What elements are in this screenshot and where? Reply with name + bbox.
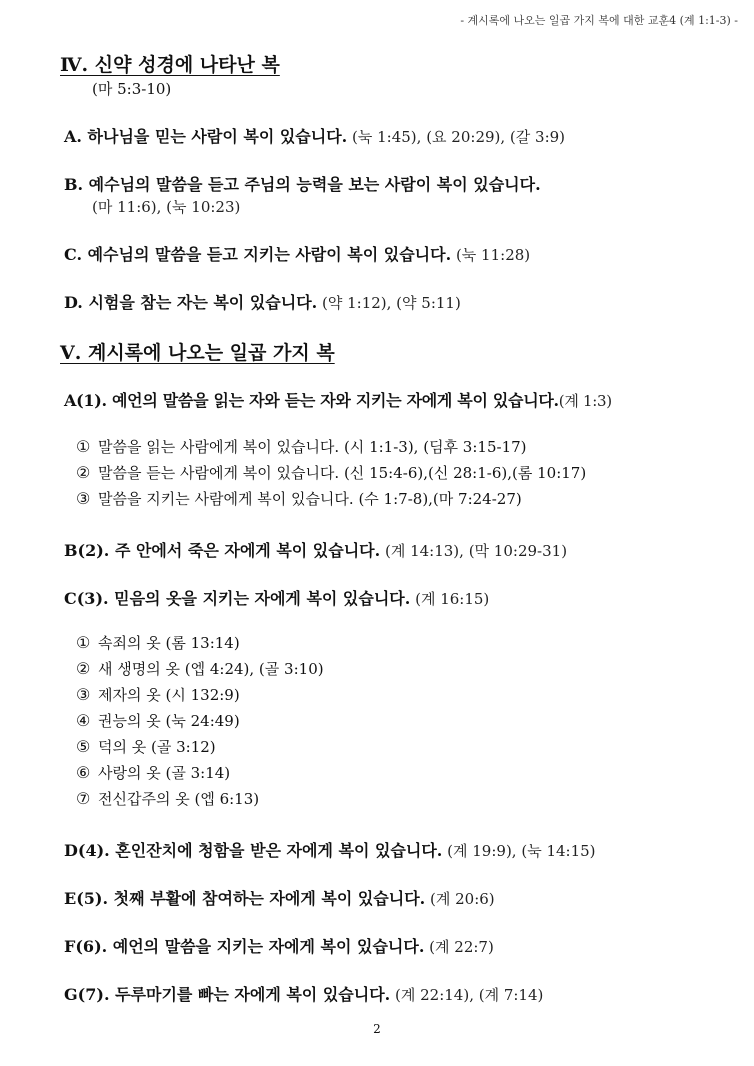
item-label: D. 시험을 참는 자는 복이 있습니다.	[64, 293, 318, 312]
sub-item-text: 속죄의 옷 (롬 13:14)	[98, 634, 240, 652]
circled-number: ②	[76, 659, 91, 678]
section-5-item-e	[64, 886, 495, 909]
sub-item-c3	[76, 684, 240, 705]
circled-number: ②	[76, 463, 91, 482]
item-ref: (계 22:7)	[424, 938, 494, 956]
section-5-item-f	[64, 934, 494, 957]
sub-item-c6	[76, 762, 230, 783]
circled-number: ③	[76, 489, 91, 508]
sub-item-c4	[76, 710, 240, 731]
circled-number: ⑦	[76, 789, 91, 808]
sub-item-c7	[76, 788, 259, 809]
section-5-title: Ⅴ. 계시록에 나오는 일곱 가지 복	[60, 342, 335, 364]
item-ref: (계 22:14), (계 7:14)	[390, 986, 544, 1004]
sub-item-text: 말씀을 읽는 사람에게 복이 있습니다. (시 1:1-3), (딤후 3:15-17)	[98, 438, 527, 456]
sub-item-text: 제자의 옷 (시 132:9)	[98, 686, 240, 704]
section-5-item-a	[64, 388, 612, 411]
item-label: A(1). 예언의 말씀을 읽는 자와 듣는 자와 지키는 자에게 복이 있습니다.	[64, 391, 559, 410]
circled-number: ⑥	[76, 763, 91, 782]
sub-item-a3	[76, 488, 522, 509]
section-4-title: Ⅳ. 신약 성경에 나타난 복	[60, 54, 280, 76]
item-ref: (계 16:15)	[410, 590, 490, 608]
sub-item-text: 새 생명의 옷 (엡 4:24), (골 3:10)	[98, 660, 324, 678]
section-5-item-d	[64, 838, 596, 861]
section-5-item-b	[64, 538, 567, 561]
sub-item-text: 권능의 옷 (눅 24:49)	[98, 712, 240, 730]
item-label: D(4). 혼인잔치에 청함을 받은 자에게 복이 있습니다.	[64, 841, 443, 860]
circled-number: ①	[76, 437, 91, 456]
section-5-item-g	[64, 982, 543, 1005]
section-4-item-b-ref	[92, 196, 240, 217]
sub-item-text: 덕의 옷 (골 3:12)	[98, 738, 216, 756]
item-label: B(2). 주 안에서 죽은 자에게 복이 있습니다.	[64, 541, 381, 560]
sub-item-c5	[76, 736, 216, 757]
item-ref: (마 11:6), (눅 10:23)	[92, 198, 241, 216]
item-label: E(5). 첫째 부활에 참여하는 자에게 복이 있습니다.	[64, 889, 426, 908]
sub-item-a2	[76, 462, 586, 483]
item-label: G(7). 두루마기를 빠는 자에게 복이 있습니다.	[64, 985, 391, 1004]
circled-number: ③	[76, 685, 91, 704]
item-label: A. 하나님을 믿는 사람이 복이 있습니다.	[64, 127, 348, 146]
sub-item-c2	[76, 658, 324, 679]
item-label: F(6). 예언의 말씀을 지키는 자에게 복이 있습니다.	[64, 937, 425, 956]
page-number: 2	[373, 1022, 381, 1036]
section-4-item-b	[64, 172, 541, 195]
section-4-item-d	[64, 290, 461, 313]
item-label: C(3). 믿음의 옷을 지키는 자에게 복이 있습니다.	[64, 589, 411, 608]
item-ref: (계 1:3)	[558, 392, 612, 410]
circled-number: ①	[76, 633, 91, 652]
item-ref: (계 19:9), (눅 14:15)	[442, 842, 596, 860]
sub-item-c1	[76, 632, 240, 653]
sub-item-text: 말씀을 듣는 사람에게 복이 있습니다. (신 15:4-6),(신 28:1-6),(롬 10:17)	[98, 464, 587, 482]
section-5-item-c	[64, 586, 489, 609]
item-ref: (약 1:12), (약 5:11)	[317, 294, 461, 312]
item-ref: (눅 11:28)	[451, 246, 531, 264]
section-4-item-c	[64, 242, 530, 265]
item-ref: (계 14:13), (막 10:29-31)	[380, 542, 568, 560]
sub-item-text: 전신갑주의 옷 (엡 6:13)	[98, 790, 260, 808]
item-label: C. 예수님의 말씀을 듣고 지키는 사람이 복이 있습니다.	[64, 245, 452, 264]
page-header: - 계시록에 나오는 일곱 가지 복에 대한 교훈4 (계 1:1-3) -	[460, 14, 738, 27]
sub-item-a1	[76, 436, 527, 457]
section-4-ref: (마 5:3-10)	[92, 80, 172, 98]
sub-item-text: 말씀을 지키는 사람에게 복이 있습니다. (수 1:7-8),(마 7:24-27)	[98, 490, 522, 508]
circled-number: ④	[76, 711, 91, 730]
section-4-item-a	[64, 124, 565, 147]
item-ref: (계 20:6)	[425, 890, 495, 908]
sub-item-text: 사랑의 옷 (골 3:14)	[98, 764, 231, 782]
circled-number: ⑤	[76, 737, 91, 756]
item-ref: (눅 1:45), (요 20:29), (갈 3:9)	[347, 128, 566, 146]
item-label: B. 예수님의 말씀을 듣고 주님의 능력을 보는 사람이 복이 있습니다.	[64, 175, 541, 194]
